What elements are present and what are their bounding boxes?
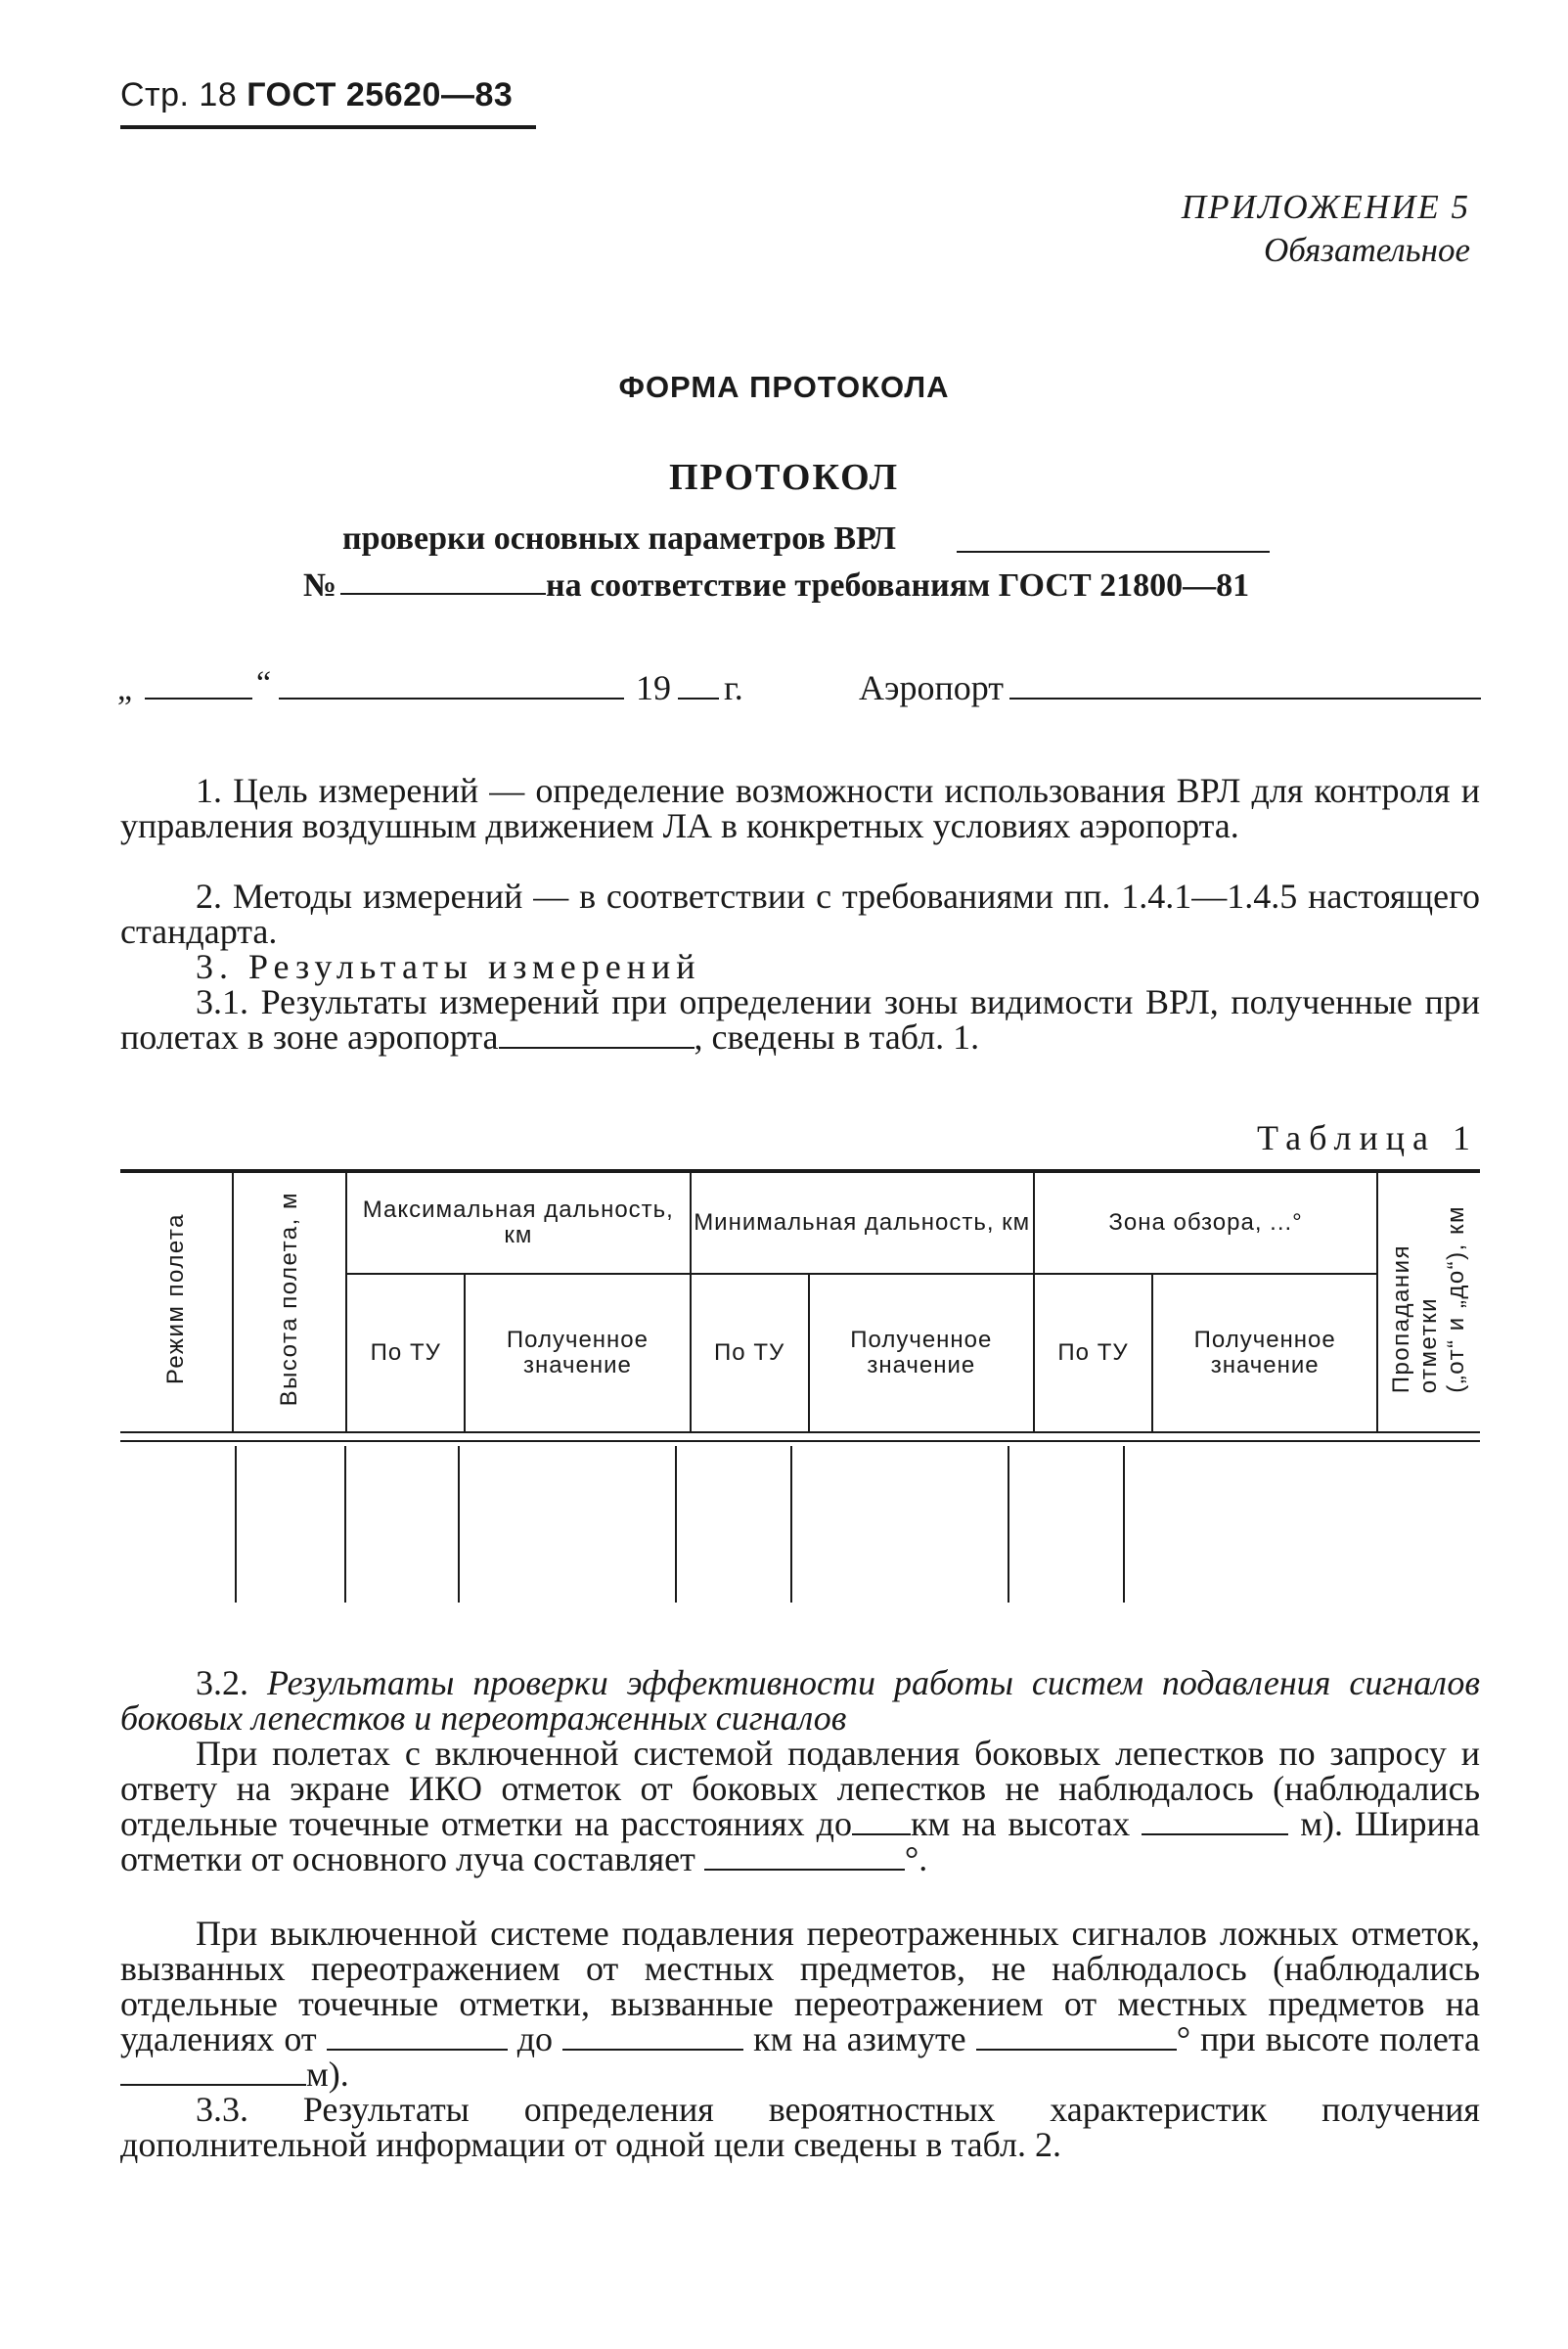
table-column-line xyxy=(344,1446,346,1603)
blank-line xyxy=(340,593,546,595)
sub-header-obtained: Полученное значение xyxy=(465,1274,690,1432)
appendix-title: ПРИЛОЖЕНИЕ 5 xyxy=(1181,188,1470,226)
table-column-line xyxy=(1123,1446,1125,1603)
blank-line xyxy=(279,698,624,700)
blank-line xyxy=(976,2025,1177,2051)
blank-line xyxy=(562,2025,743,2051)
group-header-zone: Зона обзора, ...° xyxy=(1034,1171,1377,1274)
paragraph-3-1: 3.1. Результаты измерений при определении зоны видимости ВРЛ, полученные при полетах в зоне аэропорта , сведены в табл. 1. xyxy=(120,982,1480,1057)
paragraph-3: 3. Результаты измерений xyxy=(196,947,701,986)
blank-line xyxy=(852,1810,911,1835)
date-close-quote: “ xyxy=(256,665,272,701)
blank-line xyxy=(327,2025,508,2051)
form-title: ФОРМА ПРОТОКОЛА xyxy=(618,370,950,404)
table-column-line xyxy=(675,1446,677,1603)
protocol-number-sign: № xyxy=(303,567,337,604)
blank-line xyxy=(678,698,719,700)
blank-line xyxy=(120,2060,306,2086)
section-3-2-heading: 3.2. Результаты проверки эффективности работы систем подавления сигналов боковых лепестков и переотраженных сигналов xyxy=(120,1663,1481,1738)
table-label: Таблица 1 xyxy=(1257,1118,1478,1157)
sub-header-spec: По ТУ xyxy=(1034,1274,1152,1432)
protocol-title: ПРОТОКОЛ xyxy=(668,457,900,498)
results-table xyxy=(120,1169,1480,1433)
protocol-subtitle-2: на соответствие требованиям ГОСТ 21800—81 xyxy=(546,567,1250,604)
page-header xyxy=(120,76,513,114)
table-column-line xyxy=(790,1446,792,1603)
table-double-rule xyxy=(120,1440,1480,1442)
sub-header-spec: По ТУ xyxy=(346,1274,465,1432)
blank-line xyxy=(145,698,252,700)
airport-label: Аэропорт xyxy=(859,668,1004,707)
page-number: Стр. 18 xyxy=(120,76,238,113)
table-column-line xyxy=(1008,1446,1009,1603)
group-header-max: Максимальная дальность, км xyxy=(346,1171,690,1274)
sub-header-obtained: Полученное значение xyxy=(809,1274,1034,1432)
date-open-quote: „ xyxy=(117,671,133,707)
section-3-2-paragraph-1: При полетах с включенной системой подавления боковых лепестков по запросу и ответу на экране ИКО отметок от боковых лепестков не наблюдалось (наблюдались отдельные точечные отметки на расстояниях до км на высотах м). Ширина отметки от основного луча составляет °. xyxy=(120,1734,1481,1878)
blank-line xyxy=(1142,1810,1288,1835)
col-header-loss: Пропаданияотметки(„от“ и „до“), км xyxy=(1377,1171,1480,1432)
protocol-subtitle-1: проверки основных параметров ВРЛ xyxy=(342,520,896,557)
section-3-2-paragraph-2: При выключенной системе подавления переотраженных сигналов ложных отметок, вызванных переотражением от местных предметов, не наблюдалось (наблюдались отдельные точечные отметки, вызванные переотражением от местных предметов на удалениях от до км на азимуте ° при высоте полетам). xyxy=(120,1914,1481,2094)
blank-line xyxy=(1009,698,1481,700)
table-column-line xyxy=(235,1446,237,1603)
paragraph-1: 1. Цель измерений — определение возможности использования ВРЛ для контроля и управления воздушным движением ЛА в конкретных условиях аэропорта. xyxy=(120,771,1480,845)
year-prefix: 19 xyxy=(636,668,671,707)
sub-header-spec: По ТУ xyxy=(691,1274,809,1432)
blank-line xyxy=(499,1023,694,1049)
paragraph-2: 2. Методы измерений — в соответствии с требованиями пп. 1.4.1—1.4.5 настоящего стандарта. xyxy=(120,877,1480,951)
appendix-status: Обязательное xyxy=(1264,231,1470,269)
blank-line xyxy=(704,1845,905,1871)
col-header-height: Высота полета, м xyxy=(233,1171,346,1432)
header-rule xyxy=(120,125,536,129)
blank-line xyxy=(957,551,1270,553)
standard-number: ГОСТ 25620—83 xyxy=(246,76,514,113)
section-3-3: 3.3. Результаты определения вероятностных характеристик получения дополнительной информации от одной цели сведены в табл. 2. xyxy=(120,2090,1480,2164)
sub-header-obtained: Полученное значение xyxy=(1152,1274,1377,1432)
year-suffix: г. xyxy=(724,668,743,707)
table-column-line xyxy=(458,1446,460,1603)
group-header-min: Минимальная дальность, км xyxy=(691,1171,1034,1274)
col-header-mode: Режим полета xyxy=(120,1171,233,1432)
appendix-block xyxy=(1182,186,1470,272)
